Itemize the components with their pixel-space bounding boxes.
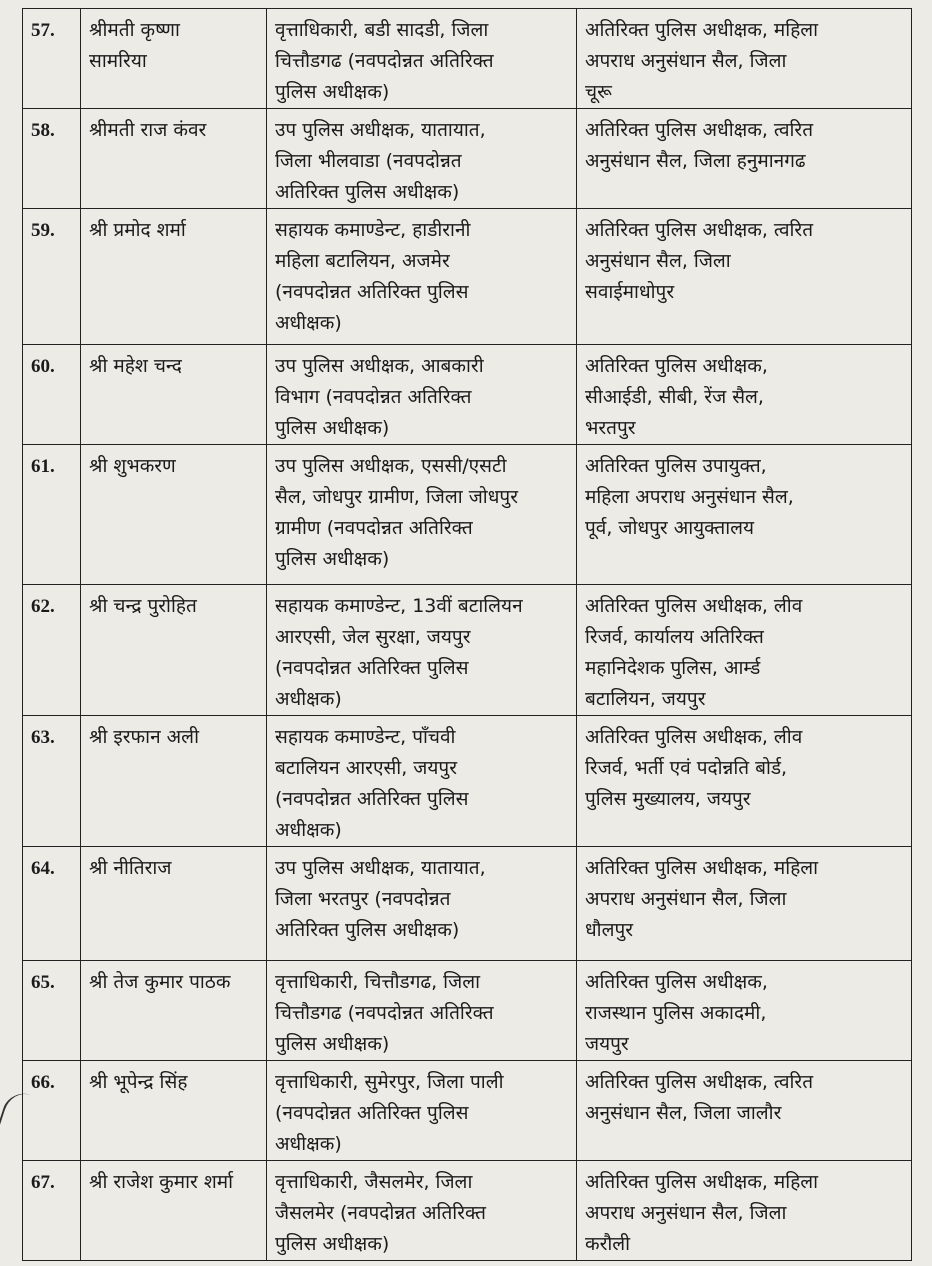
serial-number: 60. xyxy=(23,345,81,445)
serial-number: 64. xyxy=(23,847,81,961)
current-posting: उप पुलिस अधीक्षक, यातायात, जिला भीलवाडा (नवपदोन्नत अतिरिक्त पुलिस अधीक्षक) xyxy=(267,109,577,209)
current-posting: वृत्ताधिकारी, बडी सादडी, जिला चित्तौडगढ (नवपदोन्नत अतिरिक्त पुलिस अधीक्षक) xyxy=(267,9,577,109)
new-posting: अतिरिक्त पुलिस उपायुक्त, महिला अपराध अनुसंधान सैल, पूर्व, जोधपुर आयुक्तालय xyxy=(577,445,912,585)
new-posting: अतिरिक्त पुलिस अधीक्षक, महिला अपराध अनुसंधान सैल, जिला धौलपुर xyxy=(577,847,912,961)
serial-number: 61. xyxy=(23,445,81,585)
new-posting: अतिरिक्त पुलिस अधीक्षक, त्वरित अनुसंधान सैल, जिला जालौर xyxy=(577,1061,912,1161)
officer-name: श्री महेश चन्द xyxy=(81,345,267,445)
serial-number: 66. xyxy=(23,1061,81,1161)
table-row xyxy=(23,585,912,716)
serial-number: 67. xyxy=(23,1161,81,1261)
table-row xyxy=(23,716,912,847)
serial-number: 58. xyxy=(23,109,81,209)
new-posting: अतिरिक्त पुलिस अधीक्षक, लीव रिजर्व, कार्यालय अतिरिक्त महानिदेशक पुलिस, आर्म्ड बटालियन, जयपुर xyxy=(577,585,912,716)
serial-number: 63. xyxy=(23,716,81,847)
officer-name: श्री नीतिराज xyxy=(81,847,267,961)
officer-name: श्री शुभकरण xyxy=(81,445,267,585)
table-row xyxy=(23,445,912,585)
officer-name: श्री राजेश कुमार शर्मा xyxy=(81,1161,267,1261)
current-posting: वृत्ताधिकारी, जैसलमेर, जिला जैसलमेर (नवपदोन्नत अतिरिक्त पुलिस अधीक्षक) xyxy=(267,1161,577,1261)
new-posting: अतिरिक्त पुलिस अधीक्षक, महिला अपराध अनुसंधान सैल, जिला चूरू xyxy=(577,9,912,109)
serial-number: 57. xyxy=(23,9,81,109)
table-row xyxy=(23,1161,912,1261)
new-posting: अतिरिक्त पुलिस अधीक्षक, लीव रिजर्व, भर्ती एवं पदोन्नति बोर्ड, पुलिस मुख्यालय, जयपुर xyxy=(577,716,912,847)
table-row xyxy=(23,1061,912,1161)
current-posting: वृत्ताधिकारी, चित्तौडगढ, जिला चित्तौडगढ (नवपदोन्नत अतिरिक्त पुलिस अधीक्षक) xyxy=(267,961,577,1061)
new-posting: अतिरिक्त पुलिस अधीक्षक, त्वरित अनुसंधान सैल, जिला सवाईमाधोपुर xyxy=(577,209,912,345)
officer-name: श्री तेज कुमार पाठक xyxy=(81,961,267,1061)
new-posting: अतिरिक्त पुलिस अधीक्षक, राजस्थान पुलिस अकादमी, जयपुर xyxy=(577,961,912,1061)
current-posting: सहायक कमाण्डेन्ट, हाडीरानी महिला बटालियन, अजमेर (नवपदोन्नत अतिरिक्त पुलिस अधीक्षक) xyxy=(267,209,577,345)
officer-name: श्री प्रमोद शर्मा xyxy=(81,209,267,345)
new-posting: अतिरिक्त पुलिस अधीक्षक, महिला अपराध अनुसंधान सैल, जिला करौली xyxy=(577,1161,912,1261)
serial-number: 59. xyxy=(23,209,81,345)
current-posting: सहायक कमाण्डेन्ट, 13वीं बटालियन आरएसी, जेल सुरक्षा, जयपुर (नवपदोन्नत अतिरिक्त पुलिस अधीक्षक) xyxy=(267,585,577,716)
serial-number: 65. xyxy=(23,961,81,1061)
current-posting: उप पुलिस अधीक्षक, एससी/एसटी सैल, जोधपुर ग्रामीण, जिला जोधपुर ग्रामीण (नवपदोन्नत अतिरिक्त पुलिस अधीक्षक) xyxy=(267,445,577,585)
table-row xyxy=(23,109,912,209)
table-row xyxy=(23,961,912,1061)
officer-name: श्रीमती राज कंवर xyxy=(81,109,267,209)
new-posting: अतिरिक्त पुलिस अधीक्षक, त्वरित अनुसंधान सैल, जिला हनुमानगढ xyxy=(577,109,912,209)
table-row xyxy=(23,847,912,961)
officer-name: श्री इरफान अली xyxy=(81,716,267,847)
table-row xyxy=(23,209,912,345)
officer-name: श्री चन्द्र पुरोहित xyxy=(81,585,267,716)
current-posting: सहायक कमाण्डेन्ट, पाँचवी बटालियन आरएसी, जयपुर (नवपदोन्नत अतिरिक्त पुलिस अधीक्षक) xyxy=(267,716,577,847)
officer-name: श्री भूपेन्द्र सिंह xyxy=(81,1061,267,1161)
current-posting: उप पुलिस अधीक्षक, आबकारी विभाग (नवपदोन्नत अतिरिक्त पुलिस अधीक्षक) xyxy=(267,345,577,445)
current-posting: वृत्ताधिकारी, सुमेरपुर, जिला पाली (नवपदोन्नत अतिरिक्त पुलिस अधीक्षक) xyxy=(267,1061,577,1161)
transfer-table xyxy=(22,8,912,1261)
current-posting: उप पुलिस अधीक्षक, यातायात, जिला भरतपुर (नवपदोन्नत अतिरिक्त पुलिस अधीक्षक) xyxy=(267,847,577,961)
new-posting: अतिरिक्त पुलिस अधीक्षक, सीआईडी, सीबी, रेंज सैल, भरतपुर xyxy=(577,345,912,445)
serial-number: 62. xyxy=(23,585,81,716)
table-row xyxy=(23,345,912,445)
officer-name: श्रीमती कृष्णा सामरिया xyxy=(81,9,267,109)
table-row xyxy=(23,9,912,109)
